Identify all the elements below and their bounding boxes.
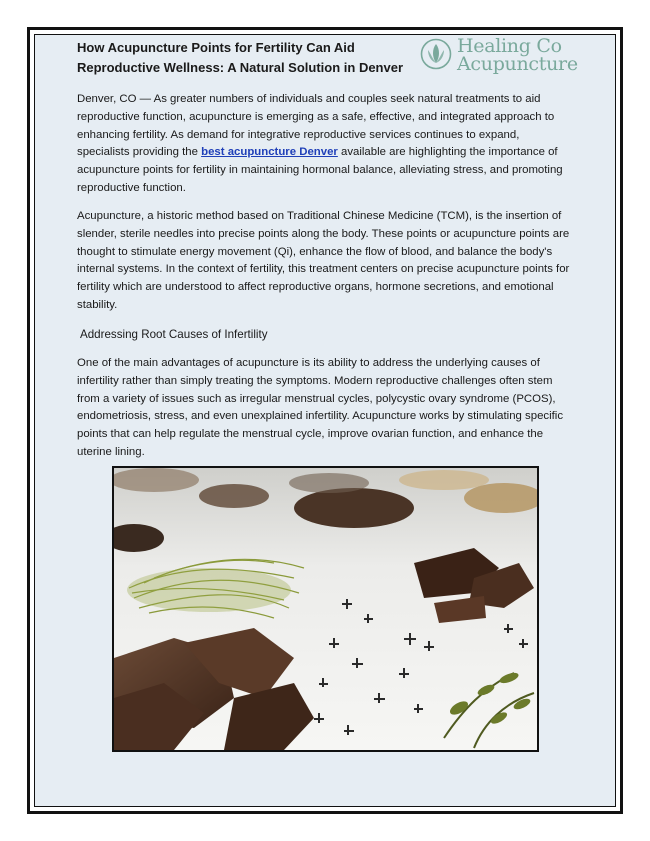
healing-co-logo (420, 37, 590, 77)
logo-line-1: Healing Co (457, 35, 562, 57)
article-title: How Acupuncture Points for Fertility Can Aid Reproductive Wellness: A Natural Solution in Denver (77, 40, 404, 75)
logo-line-2: Acupuncture (457, 53, 578, 75)
best-acupuncture-denver-link[interactable]: best acupuncture Denver (201, 146, 338, 159)
intro-text-before-link: Denver, CO — As greater numbers of individuals and couples seek natural treatments to aid reproductive function, acupuncture is emerging as a safe, effective, and integrated approach to enhancing fertility. As demand for integrative reproductive services continues to expand, specialists providing the (77, 93, 555, 159)
intro-text-after-link: available are highlighting the importance of acupuncture points for fertility in maintaining hormonal balance, alleviating stress, and promoting reproductive function. (77, 146, 563, 194)
paragraph-root-causes: One of the main advantages of acupuncture is its ability to address the underlying causes of infertility rather than simply treating the symptoms. Modern reproductive challenges often stem from a variety of issues such as irregular menstrual cycles, polycystic ovary syndrome (PCOS), endometriosis, stress, and even unexplained infertility. Acupuncture works by stimulating specific points that can help regulate the menstrual cycle, improve ovarian function, and enhance the uterine lining. (77, 357, 564, 458)
logo-text (457, 37, 578, 73)
lotus-logo-icon (420, 38, 452, 70)
paragraph-tcm: Acupuncture, a historic method based on Traditional Chinese Medicine (TCM), is the insertion of slender, sterile needles into precise points along the body. These points or acupuncture points are thought to stimulate energy movement (Qi), enhance the flow of blood, and balance the body's internal systems. In the context of fertility, this treatment centers on precise acupuncture points for fertility which are understood to affect reproductive organs, hormone secretions, and emotional stability. (77, 210, 570, 311)
paragraph-intro (77, 91, 574, 198)
section-heading: Addressing Root Causes of Infertility (80, 328, 268, 341)
herbal-medicine-photo (112, 466, 539, 752)
